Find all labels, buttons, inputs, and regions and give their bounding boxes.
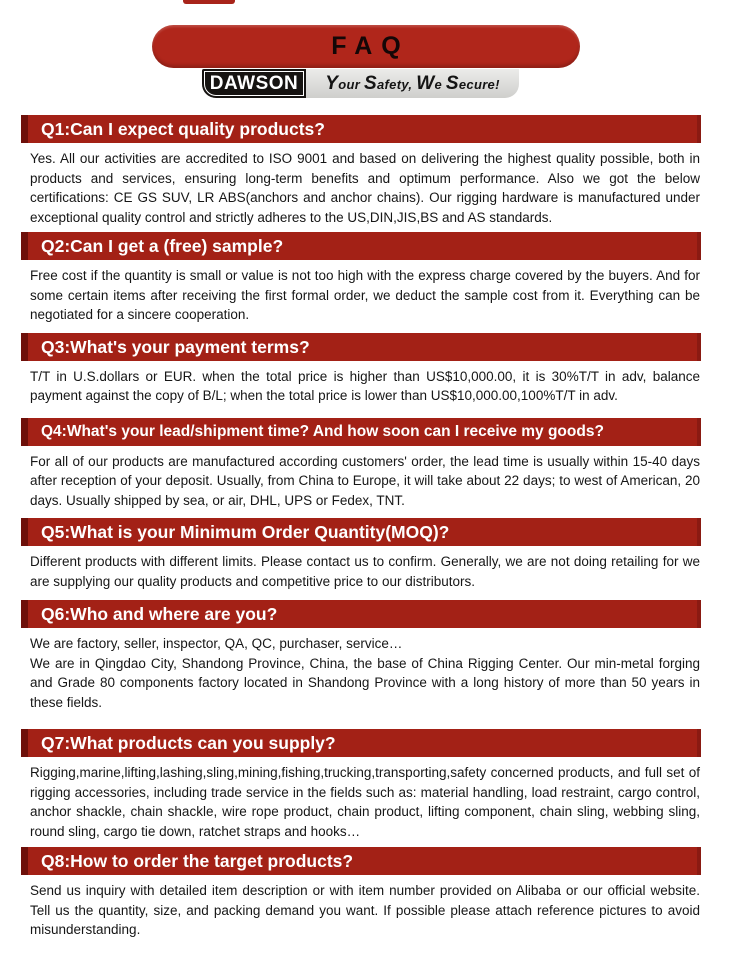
faq-section-q5 [21, 518, 701, 591]
dawson-logo-text: DAWSON [209, 72, 299, 94]
answer-paragraph: Rigging,marine,lifting,lashing,sling,mining,fishing,trucking,transporting,safety concerned products, and full set of rigging accessories, including trade service in the fields such as: material handling, load restraint, cargo control, anchor shackle, chain shackle, wire rope product, chain product, lifting component, chain sling, webbing sling, round sling, cargo tie down, ratchet straps and hooks… [30, 765, 700, 839]
answer-q4 [21, 452, 701, 511]
answer-q5 [21, 552, 701, 591]
answer-q2 [21, 266, 701, 325]
faq-section-q8 [21, 847, 701, 940]
faq-section-q2 [21, 232, 701, 325]
faq-banner-title: FAQ [331, 32, 410, 60]
faq-section-q6 [21, 600, 701, 712]
question-bar-q1: Q1:Can I expect quality products? [21, 115, 701, 143]
question-bar-q5: Q5:What is your Minimum Order Quantity(MOQ)? [21, 518, 701, 546]
faq-banner [152, 25, 580, 68]
answer-q3 [21, 367, 701, 406]
answer-paragraph: Yes. All our activities are accredited to ISO 9001 and based on delivering the highest quality possible, both in products and services, ensuring long-term benefits and optimum performance. Also we got the below certifications: CE GS SUV, LR ABS(anchors and anchor chains). Our rigging hardware is manufactured under exceptional quality control and strictly adheres to the US,DIN,JIS,BS and AS standards. [30, 151, 700, 225]
question-bar-q7: Q7:What products can you supply? [21, 729, 701, 757]
answer-paragraph: T/T in U.S.dollars or EUR. when the total price is higher than US$10,000.00, it is 30%T/T in adv, balance payment against the copy of B/L; when the total price is lower than US$10,000.00,100%T/T in adv. [30, 368, 700, 403]
top-red-sliver [183, 0, 235, 4]
answer-paragraph: We are in Qingdao City, Shandong Province, China, the base of China Rigging Center. Our min-metal forging and Grade 80 components factory located in Shandong Province with a long history of more than 50 years in these fields. [30, 655, 700, 710]
faq-section-q7 [21, 729, 701, 841]
answer-q8 [21, 881, 701, 940]
answer-paragraph: We are factory, seller, inspector, QA, QC, purchaser, service… [30, 636, 403, 651]
tagline-strip [306, 69, 519, 98]
question-bar-q8: Q8:How to order the target products? [21, 847, 701, 875]
question-bar-q6: Q6:Who and where are you? [21, 600, 701, 628]
answer-q6 [21, 634, 701, 712]
answer-q1 [21, 149, 701, 227]
faq-section-q4 [21, 418, 701, 511]
brand-bar [202, 69, 519, 98]
question-bar-q3: Q3:What's your payment terms? [21, 333, 701, 361]
answer-paragraph: Send us inquiry with detailed item description or with item number provided on Alibaba or our official website. Tell us the quantity, size, and packing demand you want. If possible please attach reference pictures to avoid misunderstanding. [30, 883, 700, 937]
faq-section-q3 [21, 333, 701, 406]
answer-paragraph: Different products with different limits. Please contact us to confirm. Generally, we are not doing retailing for we are supplying our quality products and competitive price to our distributors. [30, 554, 700, 589]
answer-q7 [21, 763, 701, 841]
dawson-logo [202, 69, 306, 98]
tagline-text: Your Safety, We Secure! [325, 72, 500, 94]
answer-paragraph: For all of our products are manufactured according customers' order, the lead time is usually within 15-40 days after reception of your deposit. Usually, from China to Europe, it will take about 22 days; to west of American, 20 days. Usually shipped by sea, or air, DHL, UPS or Fedex, TNT. [30, 453, 700, 508]
faq-section-q1 [21, 115, 701, 227]
answer-paragraph: Free cost if the quantity is small or value is not too high with the express charge covered by the buyers. And for some certain items after receiving the first formal order, we deduct the sample cost from it. Everything can be negotiated for a sincere cooperation. [30, 268, 700, 322]
question-bar-q4: Q4:What's your lead/shipment time? And how soon can I receive my goods? [21, 418, 701, 446]
question-bar-q2: Q2:Can I get a (free) sample? [21, 232, 701, 260]
faq-sections [21, 115, 701, 940]
